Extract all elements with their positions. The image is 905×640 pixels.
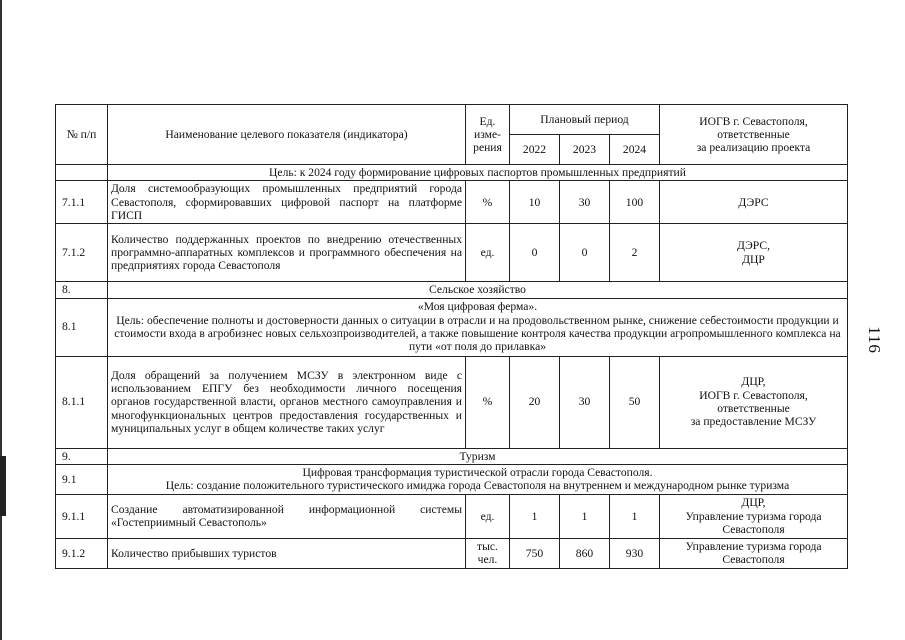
table-row [56,538,848,568]
value-2024: 50 [610,356,660,448]
value-2022: 10 [510,181,560,224]
responsible: Управление туризма города Севастополя [660,538,848,568]
indicator-name: Создание автоматизированной информационной системы «Гостеприимный Севастополь» [108,494,466,538]
responsible: ДЦР, Управление туризма города Севастополя [660,494,848,538]
scan-mark [0,456,6,516]
responsible: ДЭРС [660,181,848,224]
header-year-2023: 2023 [560,135,610,165]
project-row-9-1 [56,464,848,494]
header-row-1 [56,105,848,135]
value-2024: 2 [610,224,660,282]
value-2023: 860 [560,538,610,568]
indicator-unit: ед. [466,494,510,538]
value-2024: 930 [610,538,660,568]
project-description: Цифровая трансформация туристической отрасли города Севастополя. Цель: создание положительного туристического имиджа города Севастополя на внутреннем и международном рынке туризма [108,464,848,494]
indicator-name: Количество прибывших туристов [108,538,466,568]
section-title: Туризм [108,448,848,464]
page-edge [0,0,2,640]
goal-7-text: Цель: к 2024 году формирование цифровых паспортов промышленных предприятий [108,165,848,181]
section-row-8 [56,282,848,298]
project-row-8-1 [56,298,848,356]
indicator-name: Доля системообразующих промышленных предприятий города Севастополя, сформировавших цифровой паспорт на платформе ГИСП [108,181,466,224]
page-number: 116 [864,326,884,354]
indicator-name: Количество поддержанных проектов по внедрению отечественных программно-аппаратных комплексов и программного обеспечения на предприятиях города Севастополя [108,224,466,282]
row-num: 7.1.1 [56,181,108,224]
header-num: № п/п [56,105,108,165]
value-2022: 1 [510,494,560,538]
header-name: Наименование целевого показателя (индикатора) [108,105,466,165]
value-2023: 30 [560,181,610,224]
row-num: 9.1.1 [56,494,108,538]
section-num: 9. [56,448,108,464]
value-2023: 0 [560,224,610,282]
value-2022: 0 [510,224,560,282]
value-2022: 20 [510,356,560,448]
project-description: «Моя цифровая ферма». Цель: обеспечение полноты и достоверности данных о ситуации в отрасли и на продовольственном рынке, снижение себестоимости продукции и стоимости входа в агробизнес новых сельхозпроизводителей, а также повышение контроля качества продукции агропромышленного комплекса на пути «от поля до прилавка» [108,298,848,356]
responsible: ДЭРС, ДЦР [660,224,848,282]
header-year-2024: 2024 [610,135,660,165]
responsible: ДЦР, ИОГВ г. Севастополя, ответственные за предоставление МСЗУ [660,356,848,448]
row-num: 9.1 [56,464,108,494]
row-num: 8.1 [56,298,108,356]
header-responsible: ИОГВ г. Севастополя, ответственные за реализацию проекта [660,105,848,165]
table-row [56,181,848,224]
value-2023: 30 [560,356,610,448]
table-row [56,494,848,538]
goal-row-7 [56,165,848,181]
table-row [56,224,848,282]
value-2023: 1 [560,494,610,538]
row-num: 7.1.2 [56,224,108,282]
section-title: Сельское хозяйство [108,282,848,298]
row-num: 9.1.2 [56,538,108,568]
value-2024: 100 [610,181,660,224]
indicators-table [55,104,848,569]
section-row-9 [56,448,848,464]
row-num: 8.1.1 [56,356,108,448]
indicator-unit: ед. [466,224,510,282]
table-row [56,356,848,448]
indicator-name: Доля обращений за получением МСЗУ в электронном виде с использованием ЕПГУ без необходимости личного посещения органов государственной власти, органов местного самоуправления и многофункциональных центров предоставления государственных и муниципальных услуг в общем количестве таких услуг [108,356,466,448]
header-year-2022: 2022 [510,135,560,165]
indicator-unit: % [466,356,510,448]
header-period: Плановый период [510,105,660,135]
value-2024: 1 [610,494,660,538]
indicator-unit: % [466,181,510,224]
value-2022: 750 [510,538,560,568]
header-unit: Ед. изме- рения [466,105,510,165]
indicator-unit: тыс. чел. [466,538,510,568]
section-num: 8. [56,282,108,298]
